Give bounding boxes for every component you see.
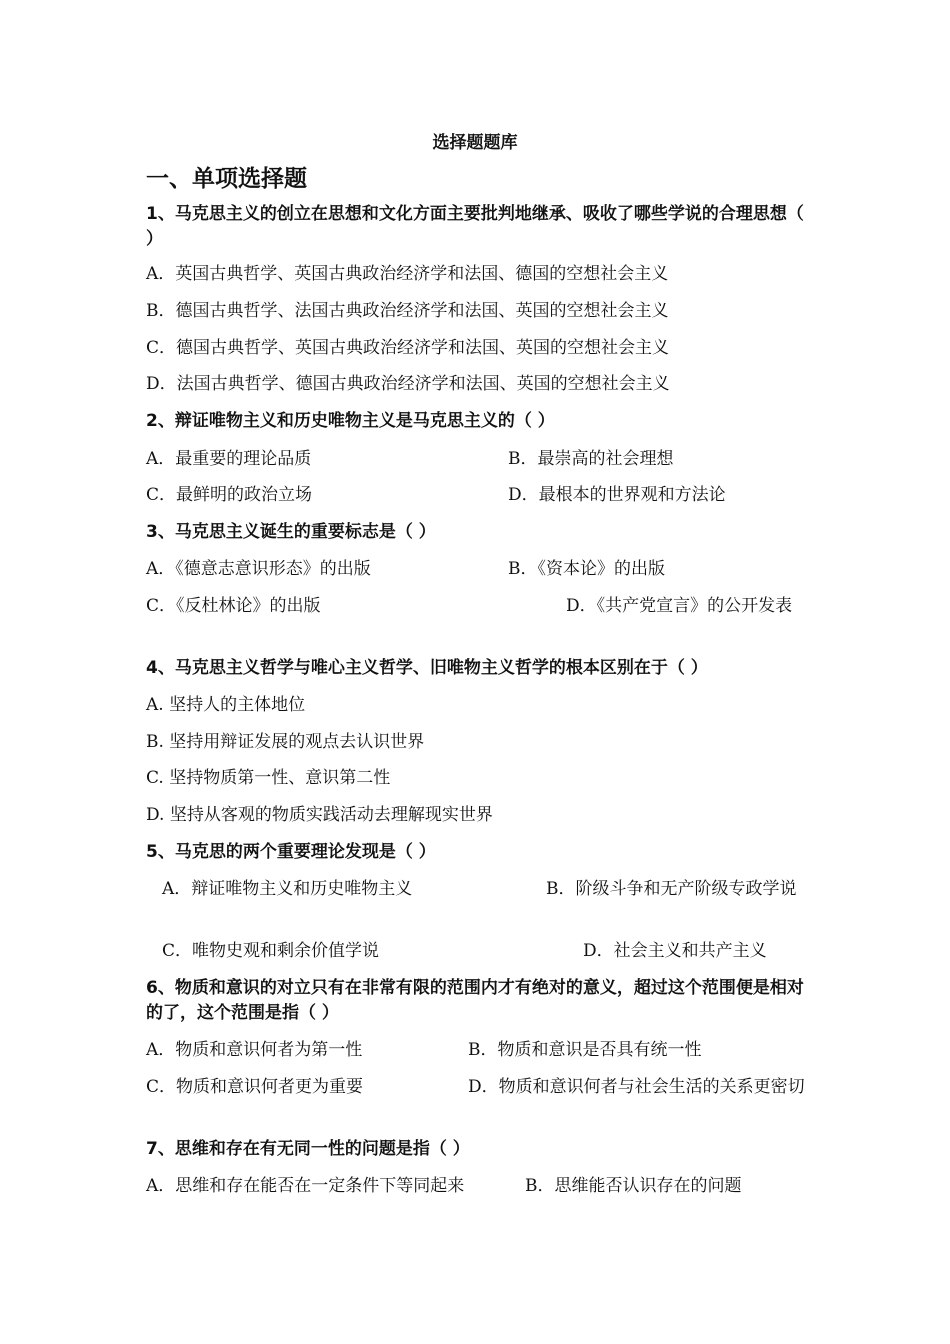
- question-5-option-c: C．唯物史观和剩余价值学说: [162, 941, 380, 961]
- question-7-option-b: B．思维能否认识存在的问题: [525, 1176, 742, 1196]
- question-4-stem: 4、马克思主义哲学与唯心主义哲学、旧唯物主义哲学的根本区别在于（ ）: [146, 658, 708, 678]
- question-4-option-b: B. 坚持用辩证发展的观点去认识世界: [146, 732, 425, 752]
- question-5-option-a: A．辩证唯物主义和历史唯物主义: [162, 879, 413, 899]
- question-6-option-b: B．物质和意识是否具有统一性: [468, 1040, 702, 1060]
- question-2-option-b: B．最崇高的社会理想: [508, 449, 674, 469]
- question-7-stem: 7、思维和存在有无同一性的问题是指（ ）: [146, 1139, 470, 1159]
- question-1-option-b: B．德国古典哲学、法国古典政治经济学和法国、英国的空想社会主义: [146, 301, 669, 321]
- question-3-option-a: A．《德意志意识形态》的出版: [146, 559, 371, 579]
- question-4-option-a: A. 坚持人的主体地位: [146, 695, 306, 715]
- question-6-option-d: D．物质和意识何者与社会生活的关系更密切: [468, 1077, 805, 1097]
- document-title: 选择题题库: [432, 133, 518, 153]
- question-1-stem: 1、马克思主义的创立在思想和文化方面主要批判地继承、吸收了哪些学说的合理思想（ ）: [146, 204, 804, 249]
- question-4-option-d: D. 坚持从客观的物质实践活动去理解现实世界: [146, 805, 493, 825]
- question-1-option-d: D．法国古典哲学、德国古典政治经济学和法国、英国的空想社会主义: [146, 374, 670, 394]
- question-3-stem: 3、马克思主义诞生的重要标志是（ ）: [146, 522, 436, 542]
- question-2-option-a: A．最重要的理论品质: [146, 449, 312, 469]
- question-4-option-c: C. 坚持物质第一性、意识第二性: [146, 768, 391, 788]
- question-2-stem: 2、辩证唯物主义和历史唯物主义是马克思主义的（ ）: [146, 411, 555, 431]
- question-6-option-a: A．物质和意识何者为第一性: [146, 1040, 363, 1060]
- question-2-option-c: C．最鲜明的政治立场: [146, 485, 313, 505]
- question-3-option-d: D．《共产党宣言》的公开发表: [566, 596, 793, 616]
- question-7-option-a: A．思维和存在能否在一定条件下等同起来: [146, 1176, 465, 1196]
- question-5-option-d: D．社会主义和共产主义: [583, 941, 767, 961]
- question-2-option-d: D．最根本的世界观和方法论: [508, 485, 726, 505]
- question-5-option-b: B．阶级斗争和无产阶级专政学说: [546, 879, 797, 899]
- section-heading: 一、单项选择题: [146, 166, 307, 192]
- question-1-option-c: C．德国古典哲学、英国古典政治经济学和法国、英国的空想社会主义: [146, 338, 670, 358]
- question-6-option-c: C．物质和意识何者更为重要: [146, 1077, 364, 1097]
- question-6-stem: 6、物质和意识的对立只有在非常有限的范围内才有绝对的意义，超过这个范围便是相对的了，这个范围是指（ ）: [146, 978, 804, 1023]
- question-3-option-c: C．《反杜林论》的出版: [146, 596, 321, 616]
- question-3-option-b: B．《资本论》的出版: [508, 559, 665, 579]
- question-1-option-a: A．英国古典哲学、英国古典政治经济学和法国、德国的空想社会主义: [146, 264, 669, 284]
- question-5-stem: 5、马克思的两个重要理论发现是（ ）: [146, 842, 436, 862]
